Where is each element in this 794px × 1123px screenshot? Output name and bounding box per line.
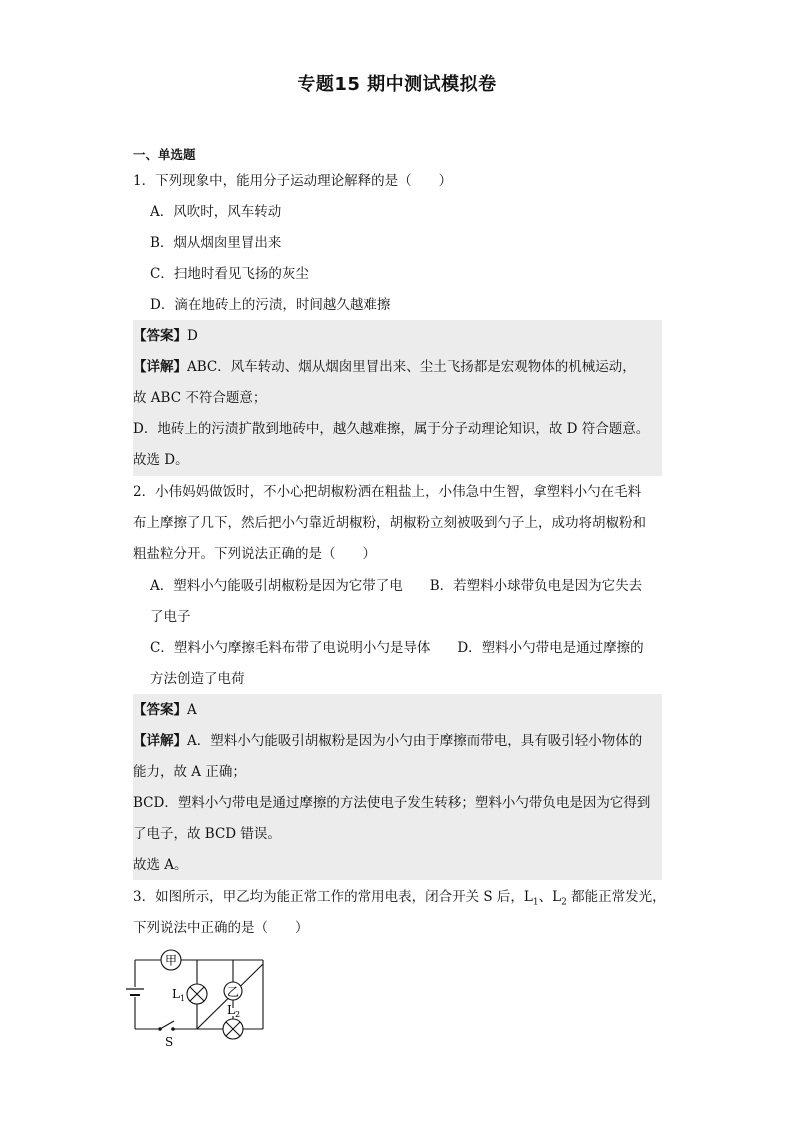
- q1-detail-4: 故选 D。: [133, 452, 189, 468]
- battery-icon: [126, 989, 144, 995]
- switch-icon: [158, 1021, 175, 1031]
- svg-text:乙: 乙: [226, 985, 240, 999]
- svg-text:甲: 甲: [164, 953, 178, 968]
- q3-stem-1: 3．如图所示，甲乙均为能正常工作的常用电表，闭合开关 S 后，$L_1$、$L_2$ 都能正常发光，: [133, 889, 666, 908]
- q2-option-line-3: C．塑料小勺摩擦毛料布带了电说明小勺是导体 D．塑料小勺带电是通过摩擦的: [150, 640, 644, 656]
- q3-stem-2: 下列说法中正确的是（ ）: [133, 920, 309, 936]
- meter-yi-icon: [224, 982, 242, 1000]
- lamp-l1-label: $L_1$: [172, 987, 186, 1003]
- circuit-diagram: [125, 944, 275, 1050]
- q2-detail-4: 了电子，故 BCD 错误。: [133, 826, 281, 842]
- q1-answer: [133, 326, 198, 346]
- q2-answer-block: [133, 694, 662, 880]
- detail-text: ABC．风车转动、烟从烟囱里冒出来、尘土飞扬都是宏观物体的机械运动，: [187, 359, 636, 375]
- answer-label: 【答案】: [133, 328, 187, 344]
- answer-value: A: [187, 702, 197, 718]
- lamp-l2-icon: [223, 1019, 243, 1039]
- page-title: 专题15 期中测试模拟卷: [297, 74, 497, 95]
- q2-detail-1: [133, 731, 642, 751]
- q1-option-c: C．扫地时看见飞扬的灰尘: [150, 266, 309, 282]
- q2-detail-3: BCD．塑料小勺带电是通过摩擦的方法使电子发生转移；塑料小勺带负电是因为它得到: [133, 795, 651, 811]
- q2-answer: [133, 700, 197, 720]
- q2-option-line-2: 了电子: [150, 609, 191, 625]
- q2-stem-1: 2．小伟妈妈做饭时，不小心把胡椒粉洒在粗盐上，小伟急中生智，拿塑料小勺在毛料: [133, 484, 642, 500]
- q1-detail-3: D．地砖上的污渍扩散到地砖中，越久越难擦，属于分子动理论知识，故 D 符合题意。: [133, 421, 650, 437]
- q1-option-d: D．滴在地砖上的污渍，时间越久越难擦: [150, 297, 391, 313]
- q1-stem: 1．下列现象中，能用分子运动理论解释的是（ ）: [133, 173, 453, 189]
- q2-option-line-1: A．塑料小勺能吸引胡椒粉是因为它带了电 B．若塑料小球带负电是因为它失去: [150, 578, 643, 594]
- section-heading: 一、单选题: [133, 147, 196, 162]
- q2-detail-2: 能力，故 A 正确；: [133, 764, 246, 780]
- detail-label: 【详解】: [133, 733, 187, 749]
- lamp-l1-icon: [187, 984, 207, 1004]
- detail-label: 【详解】: [133, 359, 187, 375]
- q2-stem-3: 粗盐粒分开。下列说法正确的是（ ）: [133, 546, 376, 562]
- q2-stem-2: 布上摩擦了几下，然后把小勺靠近胡椒粉，胡椒粉立刻被吸到勺子上，成功将胡椒粉和: [133, 515, 646, 531]
- q1-option-a: A．风吹时，风车转动: [150, 204, 282, 220]
- answer-value: D: [187, 328, 198, 344]
- answer-label: 【答案】: [133, 702, 187, 718]
- detail-text: A．塑料小勺能吸引胡椒粉是因为小勺由于摩擦而带电，具有吸引轻小物体的: [187, 733, 643, 749]
- q1-detail-1: [133, 357, 636, 377]
- meter-jia-icon: [161, 950, 181, 970]
- q2-detail-5: 故选 A。: [133, 857, 188, 873]
- switch-label: S: [165, 1035, 174, 1049]
- q1-detail-2: 故 ABC 不符合题意；: [133, 390, 267, 406]
- q1-option-b: B．烟从烟囱里冒出来: [150, 235, 282, 251]
- q2-option-line-4: 方法创造了电荷: [150, 671, 245, 687]
- lamp-l2-label: $L_2$: [227, 1003, 241, 1019]
